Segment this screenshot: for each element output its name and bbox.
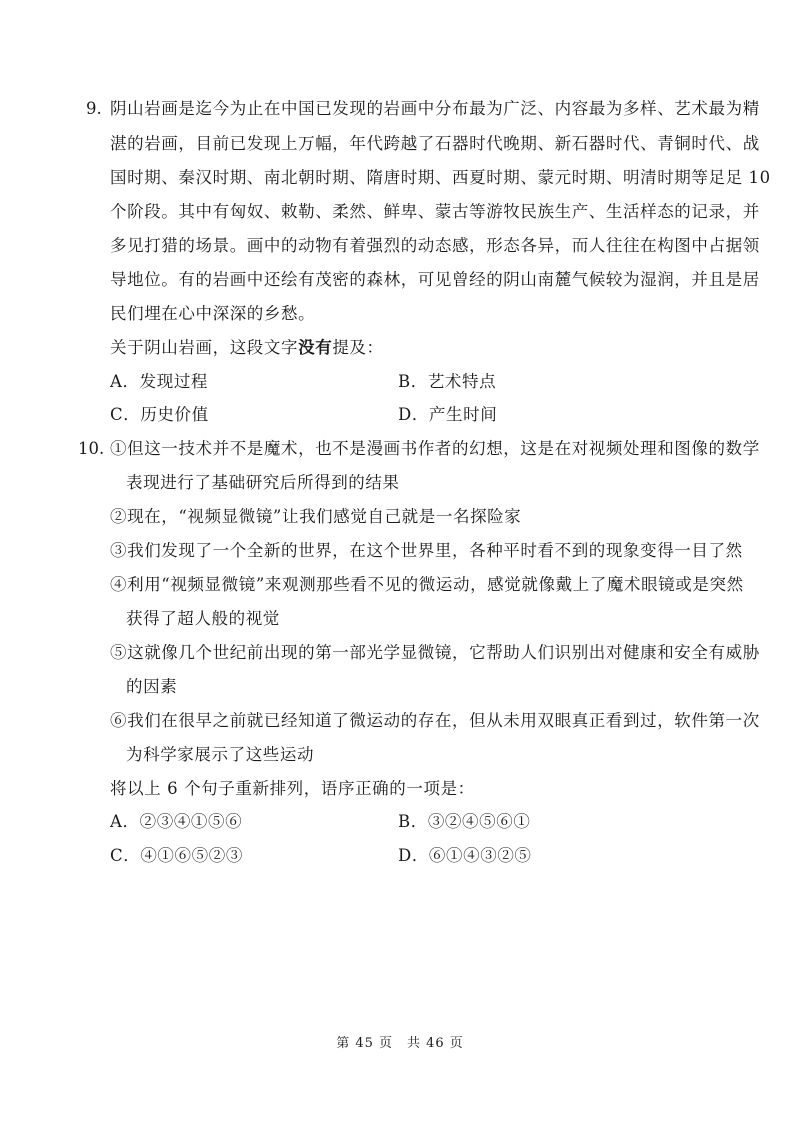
question-9-option-b[interactable]: B．艺术特点 [398, 372, 497, 391]
question-9-option-d[interactable]: D．产生时间 [398, 405, 498, 424]
question-9-line-3: 国时期、秦汉时期、南北朝时期、隋唐时期、西夏时期、蒙元时期、明清时期等足足 10 [110, 168, 771, 187]
question-9-prompt-end: 提及： [332, 338, 384, 357]
question-10-sentence-4-line-1: ④利用“视频显微镜”来观测那些看不见的微运动，感觉就像戴上了魔术眼镜或是突然 [110, 575, 744, 594]
question-10-number: 10. [78, 439, 105, 458]
question-10-sentence-5-line-1: ⑤这就像几个世纪前出现的第一部光学显微镜，它帮助人们识别出对健康和安全有威胁 [110, 643, 760, 662]
question-9-prompt [110, 338, 384, 358]
question-10-option-b[interactable]: B．③②④⑤⑥① [398, 812, 531, 831]
question-9-line-2: 湛的岩画，目前已发现上万幅，年代跨越了石器时代晚期、新石器时代、青铜时代、战 [110, 134, 760, 153]
question-10-sentence-6-line-2: 为科学家展示了这些运动 [126, 745, 315, 764]
question-9-option-a[interactable]: A．发现过程 [110, 372, 209, 391]
question-10-sentence-4-line-2: 获得了超人般的视觉 [126, 609, 280, 628]
question-10-option-a[interactable]: A．②③④①⑤⑥ [110, 812, 243, 831]
question-9-prompt-start: 关于阴山岩画，这段文字 [110, 338, 299, 357]
question-10-option-d[interactable]: D．⑥①④③②⑤ [398, 846, 532, 865]
question-9-line-6: 导地位。有的岩画中还绘有茂密的森林，可见曾经的阴山南麓气候较为湿润，并且是居 [110, 270, 760, 289]
question-10-prompt: 将以上 6 个句子重新排列，语序正确的一项是： [110, 779, 475, 798]
question-9-line-4: 个阶段。其中有匈奴、敕勒、柔然、鲜卑、蒙古等游牧民族生产、生活样态的记录，并 [110, 202, 760, 221]
question-10-sentence-5-line-2: 的因素 [126, 677, 178, 696]
page-footer: 第 45 页 共 46 页 [336, 1036, 464, 1051]
question-9-line-5: 多见打猎的场景。画中的动物有着强烈的动态感，形态各异，而人往往在构图中占据领 [110, 236, 760, 255]
question-9-number: 9. [86, 99, 102, 118]
question-9-line-1: 阴山岩画是迄今为止在中国已发现的岩画中分布最为广泛、内容最为多样、艺术最为精 [110, 99, 760, 118]
question-9-line-7: 民们埋在心中深深的乡愁。 [110, 304, 316, 323]
question-10-sentence-2: ②现在，“视频显微镜”让我们感觉自己就是一名探险家 [110, 507, 522, 526]
question-10-sentence-1-line-1: ①但这一技术并不是魔术，也不是漫画书作者的幻想，这是在对视频处理和图像的数学 [110, 439, 760, 458]
question-10-sentence-3: ③我们发现了一个全新的世界，在这个世界里，各种平时看不到的现象变得一目了然 [110, 541, 743, 560]
question-10-sentence-6-line-1: ⑥我们在很早之前就已经知道了微运动的存在，但从未用双眼真正看到过，软件第一次 [110, 711, 760, 730]
question-10-option-c[interactable]: C．④①⑥⑤②③ [110, 846, 243, 865]
question-10-sentence-1-line-2: 表现进行了基础研究后所得到的结果 [126, 473, 400, 492]
question-9-prompt-emphasis: 没有 [298, 338, 333, 357]
question-9-option-c[interactable]: C．历史价值 [110, 405, 209, 424]
